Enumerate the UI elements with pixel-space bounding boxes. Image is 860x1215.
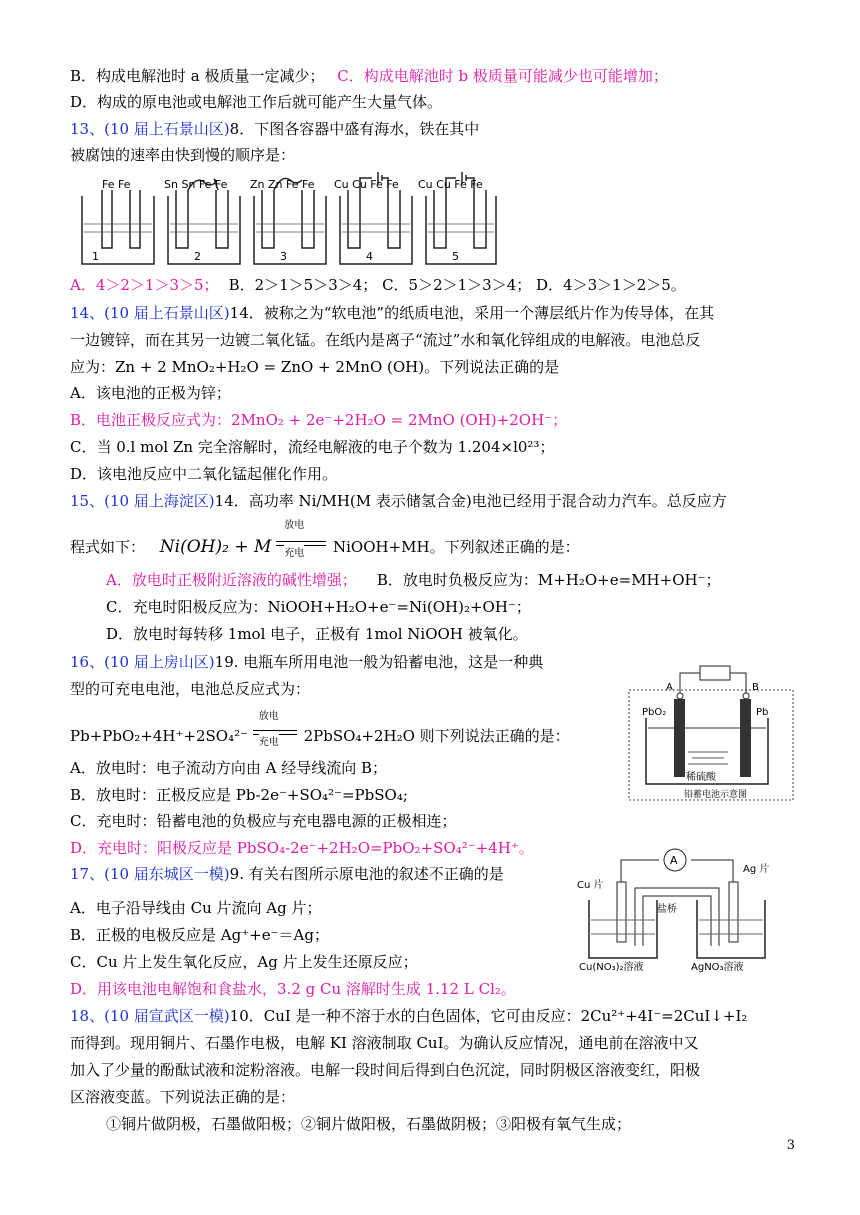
question-13-options [70, 275, 686, 295]
options-ab [106, 570, 721, 590]
question-source: 17、(10 届东城区一模) [70, 865, 230, 883]
option-c-answer: C．构成电解池时 b 极质量可能减少也可能增加； [337, 67, 668, 85]
question-source: 15、(10 届上海淀区) [70, 492, 215, 510]
question-14 [70, 303, 714, 323]
terminal-a-label: A [666, 682, 673, 693]
question-18 [70, 1006, 747, 1026]
question-source: 14、(10 届上石景山区) [70, 304, 230, 322]
cu-plate-label: Cu 片 [577, 880, 604, 891]
corrosion-beakers-figure [78, 168, 498, 270]
ammeter-label: A [670, 854, 678, 867]
question-text: 8．下图各容器中盛有海水，铁在其中 [229, 120, 480, 138]
question-source: 18、(10 届宣武区一模) [70, 1007, 230, 1025]
option-c: C．充电时阳极反应为：NiOOH+H₂O+e⁻=Ni(OH)₂+OH⁻； [106, 598, 531, 616]
option-d: D．构成的原电池或电解池工作后就可能产生大量气体。 [70, 93, 443, 111]
question-text: 型的可充电电池，电池总反应式为： [70, 680, 311, 698]
reversible-arrow [276, 520, 328, 559]
question-source: 13、(10 届上石景山区) [70, 120, 230, 138]
option-a: A．放电时：电子流动方向由 A 经导线流向 B； [70, 759, 387, 777]
lead-battery-figure [628, 660, 796, 802]
beaker-number: 4 [366, 250, 373, 263]
beaker-label: Cu Cu Fe Fe [418, 178, 483, 191]
question-formula [70, 711, 570, 748]
option-c: C．充电时：铅蓄电池的负极应与充电器电源的正极相连； [70, 812, 457, 830]
question-text: 应为：Zn + 2 MnO₂+H₂O = ZnO + 2MnO (OH)。下列说法正确的是 [70, 358, 560, 376]
beaker-number: 2 [194, 250, 201, 263]
option-line [70, 66, 668, 86]
arrow-label-bottom: 充电 [259, 733, 279, 753]
option-a: A．电子沿导线由 Cu 片流向 Ag 片； [70, 899, 322, 917]
right-solution-label: AgNO₃溶液 [691, 962, 744, 973]
beaker-number: 1 [92, 250, 99, 263]
option-c: C．Cu 片上发生氧化反应，Ag 片上发生还原反应； [70, 953, 418, 971]
figure-caption: 铅蓄电池示意图 [684, 790, 748, 800]
arrow-label-top: 放电 [284, 520, 305, 531]
statement-list: ①铜片做阴极，石墨做阳极；②铜片做阳极，石墨做阴极；③阳极有氧气生成； [106, 1115, 632, 1133]
pbo2-label: PbO₂ [642, 707, 667, 718]
question-text: 而得到。现用铜片、石墨作电极，电解 KI 溶液制取 CuI。为确认反应情况，通电前在溶液中又 [70, 1034, 699, 1052]
question-text [70, 520, 580, 559]
galvanic-cell-figure [573, 846, 789, 974]
acid-label: 稀硫酸 [686, 772, 716, 783]
question-16 [70, 652, 543, 672]
formula-lead: 程式如下： [70, 538, 146, 556]
beaker-label: Zn Zn Fe Fe [250, 178, 315, 191]
formula-product: 2PbSO₄+2H₂O 则下列说法正确的是： [303, 727, 570, 745]
options-bcd: B．2＞1＞5＞3＞4； C．5＞2＞1＞3＞4； D．4＞3＞1＞2＞5。 [228, 276, 686, 294]
pb-label: Pb [756, 707, 769, 718]
question-text: 14．高功率 Ni/MH(M 表示储氢合金)电池已经用于混合动力汽车。总反应方 [214, 492, 727, 510]
option-c: C．当 0.l mol Zn 完全溶解时，流经电解液的电子个数为 1.204×l0²³； [70, 438, 555, 456]
arrow-label-bottom: 充电 [284, 544, 304, 564]
option-d: D．该电池反应中二氧化锰起催化作用。 [70, 465, 338, 483]
salt-bridge-label: 盐桥 [657, 904, 677, 915]
question-13 [70, 119, 479, 139]
option-b-answer: B．电池正极反应式为：2MnO₂ + 2e⁻+2H₂O = 2MnO (OH)+2OH⁻； [70, 411, 568, 429]
beaker-number: 3 [280, 250, 287, 263]
question-17 [70, 864, 504, 884]
ag-plate-label: Ag 片 [743, 864, 770, 875]
option-d-answer: D．充电时：阳极反应是 PbSO₄-2e⁻+2H₂O=PbO₂+SO₄²⁻+4H⁺。 [70, 839, 534, 857]
option-a: A．该电池的正极为锌； [70, 384, 231, 402]
option-b: B．构成电解池时 a 极质量一定减少； [70, 67, 325, 85]
left-solution-label: Cu(NO₃)₂溶液 [579, 962, 644, 973]
option-d-answer: D．用该电池电解饱和食盐水，3.2 g Cu 溶解时生成 1.12 L Cl₂。 [70, 980, 516, 998]
reversible-arrow [253, 711, 299, 748]
question-text: 一边镀锌，而在其另一边镀二氧化锰。在纸内是离子“流过”水和氧化锌组成的电解液。电池总反 [70, 331, 701, 349]
formula-product: NiOOH+MH。下列叙述正确的是： [332, 538, 580, 556]
question-text: 19. 电瓶车所用电池一般为铅蓄电池，这是一种典 [214, 653, 544, 671]
question-text: 区溶液变蓝。下列说法正确的是： [70, 1088, 296, 1106]
option-d: D．放电时每转移 1mol 电子，正极有 1mol NiOOH 被氧化。 [106, 625, 528, 643]
option-b: B．放电时：正极反应是 Pb-2e⁻+SO₄²⁻=PbSO₄; [70, 786, 408, 804]
terminal-b-label: B [752, 682, 759, 693]
page-number: 3 [786, 1138, 795, 1153]
arrow-label-top: 放电 [258, 711, 279, 722]
question-text: 被腐蚀的速率由快到慢的顺序是： [70, 146, 296, 164]
question-source: 16、(10 届上房山区) [70, 653, 215, 671]
formula-reactant: Pb+PbO₂+4H⁺+2SO₄²⁻ [70, 727, 249, 745]
beaker-label: Cu Cu Fe Fe [334, 178, 399, 191]
question-text: 加入了少量的酚酞试液和淀粉溶液。电解一段时间后得到白色沉淀，同时阴极区溶液变红，阳极 [70, 1061, 701, 1079]
question-text: 9. 有关右图所示原电池的叙述不正确的是 [229, 865, 504, 883]
question-text: 14．被称之为“软电池”的纸质电池，采用一个薄层纸片作为传导体，在其 [229, 304, 715, 322]
question-text: 10．CuI 是一种不溶于水的白色固体，它可由反应：2Cu²⁺+4I⁻=2CuI↓+I₂ [229, 1007, 748, 1025]
option-a-answer: A．放电时正极附近溶液的碱性增强； [106, 571, 357, 589]
question-15 [70, 491, 727, 511]
beaker-label: Fe Fe [102, 178, 131, 191]
option-b: B．正极的电极反应是 Ag⁺+e⁻＝Ag； [70, 926, 329, 944]
option-a-answer: A．4＞2＞1＞3＞5； [70, 276, 219, 294]
beaker-number: 5 [452, 250, 459, 263]
option-b: B．放电时负极反应为：M+H₂O+e=MH+OH⁻； [376, 571, 721, 589]
formula-reactant: Ni(OH)₂ + M [159, 537, 272, 557]
beaker-label: Sn Sn Fe Fe [164, 178, 228, 191]
